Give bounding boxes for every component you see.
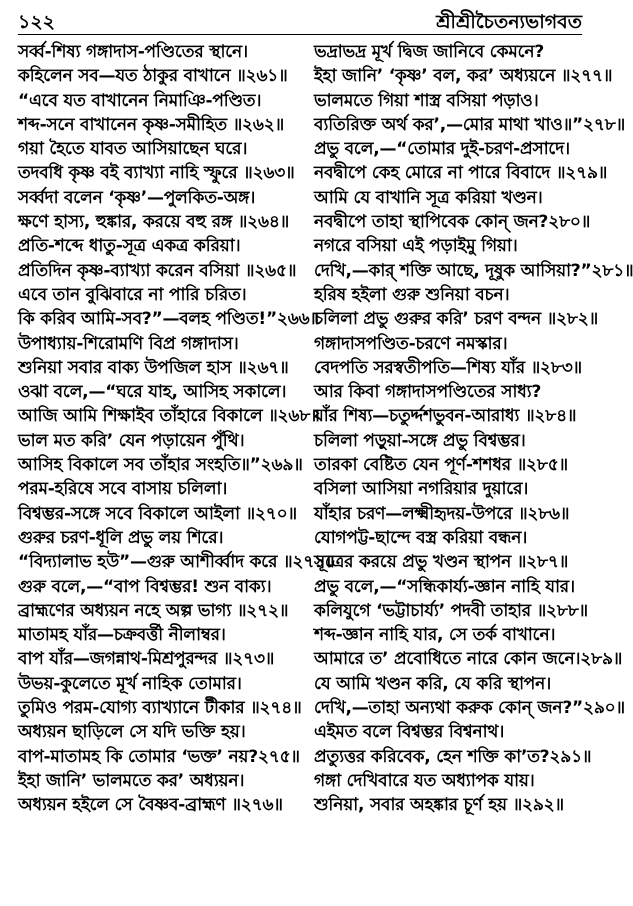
verse-line: যোগপট্ট-ছান্দে বস্ত্র করিয়া বন্ধন।	[314, 527, 528, 548]
running-title: শ্রীশ্রীচৈতন্যভাগবত	[436, 11, 582, 33]
verse-line: বিশ্বম্ভর-সঙ্গে সবে বিকালে আইলা ॥২৭০॥	[18, 503, 297, 524]
verse-line: কহিলেন সব—যত ঠাকুর বাখানে ॥২৬১॥	[18, 66, 288, 87]
verse-line: শুনিয়া, সবার অহঙ্কার চূর্ণ হয় ॥২৯২॥	[314, 795, 564, 816]
verse-line: এইমত বলে বিশ্বম্ভর বিশ্বনাথ।	[314, 722, 505, 743]
verse-line: বেদপতি সরস্বতীপতি—শিষ্য যাঁর ॥২৮৩॥	[314, 357, 582, 378]
verse-line: প্রতিদিন কৃষ্ণ-ব্যাখ্যা করেন বসিয়া ॥২৬৫॥	[18, 260, 297, 281]
verse-line: দেখি,—কার্ শক্তি আছে, দূষুক আসিয়া?”২৮১॥	[314, 260, 633, 281]
verse-line: যাঁহার চরণ—লক্ষ্মীহৃদয়-উপরে ॥২৮৬॥	[314, 503, 570, 524]
verse-line: আর কিবা গঙ্গাদাসপণ্ডিতের সাধ্য?	[314, 382, 542, 403]
verse-line: গঙ্গাদাসপণ্ডিত-চরণে নমস্কার।	[314, 333, 508, 354]
verse-line: নবদ্বীপে কেহ মোরে না পারে বিবাদে ॥২৭৯॥	[314, 163, 608, 184]
verse-line: প্রতি-শব্দে ধাতু-সূত্র একত্র করিয়া।	[18, 236, 241, 257]
verse-line: ওঝা বলে,—“ঘরে যাহ, আসিহ সকালে।	[18, 382, 287, 403]
verse-line: ব্যতিরিক্ত অর্থ কর’,—মোর মাথা খাও॥”২৭৮॥	[314, 114, 625, 135]
verse-line: চলিলা প্রভু গুরুর করি’ চরণ বন্দন ॥২৮২॥	[314, 309, 599, 330]
right-column	[314, 40, 633, 818]
verse-line: ক্ষণে হাস্য, হুঙ্কার, করয়ে বহু রঙ্গ ॥২৬৪॥	[18, 212, 290, 233]
page-header	[18, 6, 582, 35]
verse-line: পরম-হরিষে সবে বাসায় চলিলা।	[18, 479, 228, 500]
verse-line: কলিযুগে ‘ভট্টাচার্য্য’ পদবী তাহার ॥২৮৮॥	[314, 600, 588, 621]
verse-line: প্রভু বলে,—“সন্ধিকার্য্য-জ্ঞান নাহি যার।	[314, 576, 575, 597]
verse-line: তদবধি কৃষ্ণ বই ব্যাখ্যা নাহি স্ফুরে ॥২৬৩॥	[18, 163, 295, 184]
verse-line: নগরে বসিয়া এই পড়াইমু গিয়া।	[314, 236, 518, 257]
verse-line: তুমিও পরম-যোগ্য ব্যাখ্যানে টীকার ॥২৭৪॥	[18, 698, 302, 719]
verse-line: আমি যে বাখানি সূত্র করিয়া খণ্ডন।	[314, 187, 543, 208]
verse-line: সূত্রের করয়ে প্রভু খণ্ডন স্থাপন ॥২৮৭॥	[314, 552, 569, 573]
verse-line: ভাল মত করি’ যেন পড়ায়েন পুঁথি।	[18, 430, 245, 451]
verse-line: দেখি,—তাহা অন্যথা করুক কোন্ জন?”২৯০॥	[314, 698, 625, 719]
verse-line: ইহা জানি’ ভালমতে কর’ অধ্যয়ন।	[18, 770, 245, 791]
verse-line: উপাধ্যায়-শিরোমণি বিপ্র গঙ্গাদাস।	[18, 333, 239, 354]
verse-line: তারকা বেষ্টিত যেন পূর্ণ-শশধর ॥২৮৫॥	[314, 455, 568, 476]
verse-line: ব্রাহ্মণের অধ্যয়ন নহে অল্প ভাগ্য ॥২৭২॥	[18, 600, 289, 621]
verse-line: শব্দ-জ্ঞান নাহি যার, সে তর্ক বাখানে।	[314, 625, 556, 646]
verse-line: বাপ-মাতামহ কি তোমার ‘ভক্ত’ নয়?২৭৫॥	[18, 746, 300, 767]
verse-line: “বিদ্যালাভ হউ”—গুরু আশীর্ব্বাদ করে ॥২৭১॥	[18, 552, 335, 573]
verse-line: ভদ্রাভদ্র মূর্খ দ্বিজ জানিবে কেমনে?	[314, 42, 545, 62]
verse-line: অধ্যয়ন ছাড়িলে সে যদি ভক্তি হয়।	[18, 722, 246, 743]
page-number: ১২২	[18, 11, 56, 33]
verse-line: ভালমতে গিয়া শাস্ত্র বসিয়া পড়াও।	[314, 90, 539, 111]
verse-line: চলিলা পড়ুয়া-সঙ্গে প্রভু বিশ্বম্ভর।	[314, 430, 526, 451]
verse-line: নবদ্বীপে তাহা স্থাপিবেক কোন্ জন?২৮০॥	[314, 212, 591, 233]
verse-line: যে আমি খণ্ডন করি, যে করি স্থাপন।	[314, 673, 551, 694]
verse-line: এবে তান বুঝিবারে না পারি চরিত।	[18, 284, 247, 305]
verse-line: আমারে ত’ প্রবোধিতে নারে কোন জনে।২৮৯॥	[314, 649, 623, 670]
verse-line: বাপ যাঁর—জগন্নাথ-মিশ্রপুরন্দর ॥২৭৩॥	[18, 649, 275, 670]
left-column	[18, 40, 335, 818]
verse-line: উভয়-কুলেতে মূর্খ নাহিক তোমার।	[18, 673, 242, 694]
verse-line: মাতামহ যাঁর—চক্রবর্ত্তী নীলাম্বর।	[18, 625, 226, 646]
verse-line: গঙ্গা দেখিবারে যত অধ্যাপক যায়।	[314, 770, 535, 791]
verse-line: ইহা জানি’ ‘কৃষ্ণ’ বল, কর’ অধ্যয়নে ॥২৭৭॥	[314, 66, 613, 87]
verse-line: গুরু বলে,—“বাপ বিশ্বম্ভর! শুন বাক্য।	[18, 576, 272, 597]
verse-line: কি করিব আমি-সব?”—বলহ পণ্ডিত!”২৬৬॥	[18, 309, 319, 330]
verse-line: যাঁর শিষ্য—চতুর্দ্দশভুবন-আরাধ্য ॥২৮৪॥	[314, 406, 577, 427]
verse-line: গয়া হৈতে যাবত আসিয়াছেন ঘরে।	[18, 139, 248, 160]
verse-line: প্রত্যুত্তর করিবেক, হেন শক্তি কা’ত?২৯১॥	[314, 746, 592, 767]
verse-line: শুনিয়া সবার বাক্য উপজিল হাস ॥২৬৭॥	[18, 357, 289, 378]
verse-line: বসিলা আসিয়া নগরিয়ার দুয়ারে।	[314, 479, 529, 500]
verse-line: সর্ব্বদা বলেন ‘কৃষ্ণ’—পুলকিত-অঙ্গ।	[18, 187, 256, 208]
verse-line: “এবে যত বাখানেন নিমাঞি-পণ্ডিত।	[18, 90, 262, 111]
verse-line: সর্ব্ব-শিষ্য গঙ্গাদাস-পণ্ডিতের স্থানে।	[18, 42, 248, 62]
verse-line: শব্দ-সনে বাখানেন কৃষ্ণ-সমীহিত ॥২৬২॥	[18, 114, 285, 135]
verse-line: আসিহ বিকালে সব তাঁহার সংহতি॥”২৬৯॥	[18, 455, 303, 476]
verse-line: আজি আমি শিক্ষাইব তাঁহারে বিকালে ॥২৬৮॥	[18, 406, 320, 427]
verse-line: গুরুর চরণ-ধূলি প্রভু লয় শিরে।	[18, 527, 224, 548]
verse-line: প্রভু বলে,—“তোমার দুই-চরণ-প্রসাদে।	[314, 139, 570, 160]
verse-line: হরিষ হইলা গুরু শুনিয়া বচন।	[314, 284, 510, 305]
verse-line: অধ্যয়ন হইলে সে বৈষ্ণব-ব্রাহ্মণ ॥২৭৬॥	[18, 795, 283, 816]
